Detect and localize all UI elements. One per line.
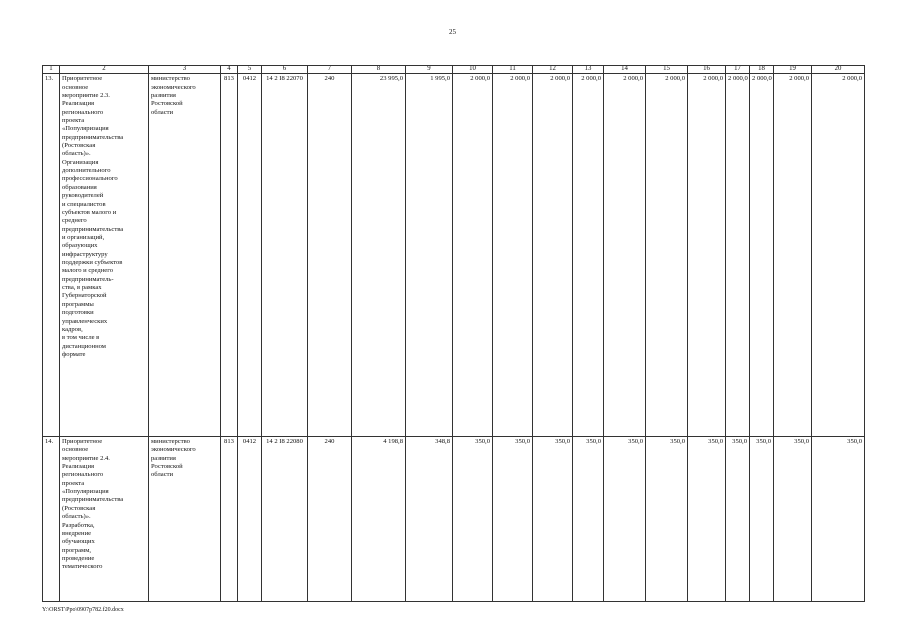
table-row: [43, 74, 865, 437]
column-header-20: 20: [812, 66, 865, 74]
total-amount-cell: 23 995,0: [352, 74, 406, 437]
year-amount-cell: 2 000,0: [533, 74, 573, 437]
rzpr-code-cell: 0412: [238, 436, 262, 601]
column-header-6: 6: [262, 66, 308, 74]
column-header-13: 13: [573, 66, 604, 74]
year-amount-cell: 2 000,0: [750, 74, 774, 437]
year-amount-cell: 350,0: [573, 436, 604, 601]
footer-file-path: Y:\ORST\Ppo\0907p782.f20.docx: [42, 607, 124, 613]
year-amount-cell: 2 000,0: [774, 74, 812, 437]
year-amount-cell: 1 995,0: [406, 74, 453, 437]
vr-code-cell: 240: [308, 436, 352, 601]
executor-cell: министерство экономического развития Ростовской области: [149, 436, 221, 601]
vr-code-cell: 240: [308, 74, 352, 437]
year-amount-cell: 2 000,0: [604, 74, 646, 437]
page-number: 25: [449, 28, 456, 36]
year-amount-cell: 350,0: [726, 436, 750, 601]
column-header-15: 15: [646, 66, 688, 74]
year-amount-cell: 350,0: [774, 436, 812, 601]
rzpr-code-cell: 0412: [238, 74, 262, 437]
year-amount-cell: 2 000,0: [573, 74, 604, 437]
column-header-19: 19: [774, 66, 812, 74]
table-row: [43, 436, 865, 601]
year-amount-cell: 2 000,0: [453, 74, 493, 437]
measure-name-cell: Приоритетное основное мероприятие 2.3. Реализация регионального проекта «Популяризация предпринимательства (Ростовская область)». Организация дополнительного профессионального образования руководителей и специалистов субъектов малого и среднего предпринимательства и организаций, образующих инфраструктуру поддержки субъектов малого и среднего предприниматель- ства, в рамках Губернаторской программы подготовки управленческих кадров, в том числе в дистанционном формате: [60, 74, 149, 437]
year-amount-cell: 350,0: [750, 436, 774, 601]
csr-code-cell: 14 2 I8 22080: [262, 436, 308, 601]
year-amount-cell: 348,8: [406, 436, 453, 601]
column-header-2: 2: [60, 66, 149, 74]
column-header-14: 14: [604, 66, 646, 74]
column-header-10: 10: [453, 66, 493, 74]
column-header-3: 3: [149, 66, 221, 74]
year-amount-cell: 350,0: [493, 436, 533, 601]
year-amount-cell: 350,0: [812, 436, 865, 601]
column-header-9: 9: [406, 66, 453, 74]
csr-code-cell: 14 2 I8 22070: [262, 74, 308, 437]
column-number-row: [43, 66, 865, 74]
year-amount-cell: 350,0: [646, 436, 688, 601]
executor-cell: министерство экономического развития Ростовской области: [149, 74, 221, 437]
year-amount-cell: 350,0: [604, 436, 646, 601]
column-header-4: 4: [221, 66, 238, 74]
column-header-5: 5: [238, 66, 262, 74]
year-amount-cell: 350,0: [533, 436, 573, 601]
year-amount-cell: 2 000,0: [726, 74, 750, 437]
measure-name-cell: Приоритетное основное мероприятие 2.4. Реализация регионального проекта «Популяризация предпринимательства (Ростовская область)». Разработка, внедрение обучающих программ, проведение тематического: [60, 436, 149, 601]
year-amount-cell: 2 000,0: [688, 74, 726, 437]
row-number-cell: 13.: [43, 74, 60, 437]
total-amount-cell: 4 198,8: [352, 436, 406, 601]
column-header-1: 1: [43, 66, 60, 74]
column-header-8: 8: [352, 66, 406, 74]
year-amount-cell: 350,0: [453, 436, 493, 601]
budget-table: [42, 65, 865, 602]
grbs-code-cell: 813: [221, 74, 238, 437]
year-amount-cell: 350,0: [688, 436, 726, 601]
column-header-12: 12: [533, 66, 573, 74]
column-header-16: 16: [688, 66, 726, 74]
column-header-17: 17: [726, 66, 750, 74]
column-header-11: 11: [493, 66, 533, 74]
year-amount-cell: 2 000,0: [646, 74, 688, 437]
grbs-code-cell: 813: [221, 436, 238, 601]
column-header-18: 18: [750, 66, 774, 74]
row-number-cell: 14.: [43, 436, 60, 601]
year-amount-cell: 2 000,0: [812, 74, 865, 437]
column-header-7: 7: [308, 66, 352, 74]
year-amount-cell: 2 000,0: [493, 74, 533, 437]
